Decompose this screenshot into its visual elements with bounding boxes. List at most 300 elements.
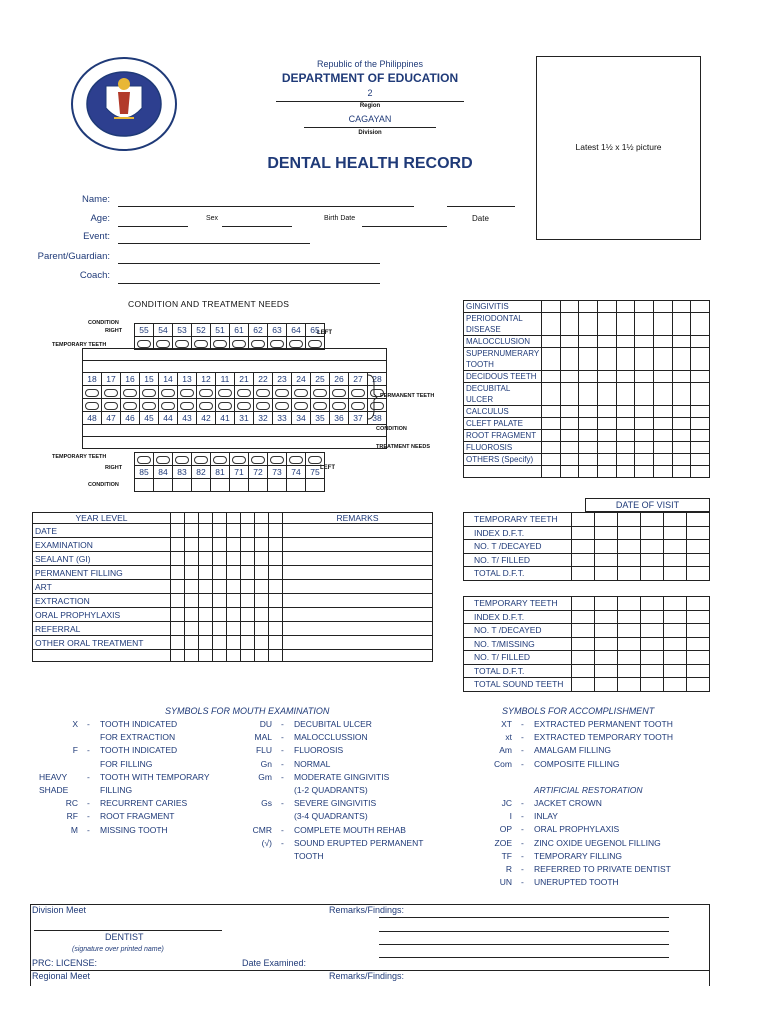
visit-cell[interactable] <box>687 540 710 554</box>
condition-cell[interactable] <box>616 383 635 406</box>
condition-cell[interactable] <box>672 430 691 442</box>
condition-cell[interactable] <box>654 301 673 313</box>
visit-cell[interactable] <box>572 624 595 638</box>
visit-cell[interactable] <box>641 540 664 554</box>
tooth-cell[interactable] <box>178 386 197 399</box>
tooth-cell[interactable] <box>349 399 368 412</box>
year-cell[interactable] <box>255 524 269 538</box>
year-cell[interactable] <box>213 650 227 662</box>
condition-cell[interactable] <box>654 313 673 336</box>
year-cell[interactable] <box>255 594 269 608</box>
tooth-cell[interactable] <box>159 386 178 399</box>
condition-cell[interactable] <box>211 479 230 492</box>
year-cell[interactable] <box>227 538 241 552</box>
condition-cell[interactable] <box>691 418 710 430</box>
tooth-cell[interactable] <box>230 453 249 466</box>
condition-cell[interactable] <box>192 479 211 492</box>
year-cell[interactable] <box>283 650 433 662</box>
year-cell[interactable] <box>283 622 433 636</box>
tooth-cell[interactable] <box>349 386 368 399</box>
condition-cell[interactable] <box>654 430 673 442</box>
condition-cell[interactable] <box>560 418 579 430</box>
visit-cell[interactable] <box>572 513 595 527</box>
year-cell[interactable] <box>227 594 241 608</box>
condition-cell[interactable] <box>560 406 579 418</box>
visit-cell[interactable] <box>618 553 641 567</box>
visit-cell[interactable] <box>664 597 687 611</box>
year-cell[interactable] <box>185 594 199 608</box>
condition-cell[interactable] <box>616 336 635 348</box>
condition-cell[interactable] <box>672 371 691 383</box>
condition-cell[interactable] <box>598 442 617 454</box>
tooth-cell[interactable] <box>178 399 197 412</box>
year-cell[interactable] <box>199 636 213 650</box>
condition-cell[interactable] <box>672 406 691 418</box>
visit-cell[interactable] <box>572 553 595 567</box>
condition-cell[interactable] <box>598 418 617 430</box>
condition-cell[interactable] <box>560 348 579 371</box>
year-cell[interactable] <box>213 538 227 552</box>
year-cell[interactable] <box>283 524 433 538</box>
tooth-cell[interactable] <box>83 399 102 412</box>
condition-cell[interactable] <box>154 479 173 492</box>
condition-cell[interactable] <box>635 301 654 313</box>
year-cell[interactable] <box>241 524 255 538</box>
visit-cell[interactable] <box>664 678 687 692</box>
year-cell[interactable] <box>283 538 433 552</box>
visit-cell[interactable] <box>618 567 641 581</box>
condition-cell[interactable] <box>542 336 561 348</box>
year-cell[interactable] <box>269 566 283 580</box>
year-cell[interactable] <box>185 566 199 580</box>
condition-cell[interactable] <box>654 466 673 478</box>
year-cell[interactable] <box>227 608 241 622</box>
tooth-cell[interactable] <box>273 399 292 412</box>
condition-cell[interactable] <box>654 454 673 466</box>
tooth-cell[interactable] <box>216 399 235 412</box>
condition-cell[interactable] <box>579 313 598 336</box>
year-cell[interactable] <box>171 608 185 622</box>
condition-cell[interactable] <box>598 313 617 336</box>
visit-cell[interactable] <box>641 651 664 665</box>
visit-cell[interactable] <box>595 526 618 540</box>
tooth-cell[interactable] <box>311 399 330 412</box>
year-cell[interactable] <box>255 608 269 622</box>
year-cell[interactable] <box>185 650 199 662</box>
visit-cell[interactable] <box>664 637 687 651</box>
visit-cell[interactable] <box>595 651 618 665</box>
condition-cell[interactable] <box>598 301 617 313</box>
condition-cell[interactable] <box>560 313 579 336</box>
visit-cell[interactable] <box>572 540 595 554</box>
tooth-cell[interactable] <box>121 399 140 412</box>
condition-cell[interactable] <box>560 371 579 383</box>
year-cell[interactable] <box>241 608 255 622</box>
visit-cell[interactable] <box>687 567 710 581</box>
remarks-line-1[interactable] <box>379 917 669 918</box>
year-cell[interactable] <box>227 622 241 636</box>
year-cell[interactable] <box>283 608 433 622</box>
year-cell[interactable] <box>241 566 255 580</box>
year-cell[interactable] <box>241 552 255 566</box>
year-cell[interactable] <box>213 566 227 580</box>
condition-cell[interactable] <box>579 406 598 418</box>
condition-cell[interactable] <box>579 442 598 454</box>
year-cell[interactable] <box>213 622 227 636</box>
year-cell[interactable] <box>171 538 185 552</box>
visit-cell[interactable] <box>572 567 595 581</box>
year-cell[interactable] <box>213 594 227 608</box>
visit-cell[interactable] <box>618 678 641 692</box>
year-cell[interactable] <box>255 650 269 662</box>
condition-cell[interactable] <box>598 383 617 406</box>
year-cell[interactable] <box>269 538 283 552</box>
remarks-line-2[interactable] <box>379 931 669 932</box>
condition-cell[interactable] <box>598 454 617 466</box>
condition-cell[interactable] <box>616 371 635 383</box>
condition-cell[interactable] <box>560 454 579 466</box>
condition-cell[interactable] <box>635 442 654 454</box>
condition-cell[interactable] <box>654 371 673 383</box>
condition-cell[interactable] <box>691 442 710 454</box>
visit-cell[interactable] <box>687 513 710 527</box>
condition-cell[interactable] <box>249 479 268 492</box>
dentist-signature-line[interactable] <box>34 930 222 931</box>
condition-cell[interactable] <box>635 466 654 478</box>
condition-cell[interactable] <box>672 313 691 336</box>
year-cell[interactable] <box>227 636 241 650</box>
year-cell[interactable] <box>241 594 255 608</box>
remarks-line-4[interactable] <box>379 957 669 958</box>
condition-cell[interactable] <box>542 442 561 454</box>
condition-cell[interactable] <box>691 406 710 418</box>
year-cell[interactable] <box>185 636 199 650</box>
condition-cell[interactable] <box>672 466 691 478</box>
year-cell[interactable] <box>227 552 241 566</box>
condition-cell[interactable] <box>616 454 635 466</box>
year-cell[interactable] <box>241 636 255 650</box>
visit-cell[interactable] <box>687 553 710 567</box>
visit-cell[interactable] <box>595 597 618 611</box>
visit-cell[interactable] <box>641 567 664 581</box>
year-cell[interactable] <box>185 622 199 636</box>
visit-cell[interactable] <box>641 637 664 651</box>
year-cell[interactable] <box>199 513 213 524</box>
condition-cell[interactable] <box>598 430 617 442</box>
year-cell[interactable] <box>171 580 185 594</box>
year-cell[interactable] <box>269 580 283 594</box>
year-cell[interactable] <box>227 650 241 662</box>
year-cell[interactable] <box>171 566 185 580</box>
year-cell[interactable] <box>269 513 283 524</box>
year-cell[interactable] <box>269 552 283 566</box>
condition-cell[interactable] <box>598 336 617 348</box>
visit-cell[interactable] <box>687 678 710 692</box>
year-cell[interactable] <box>269 608 283 622</box>
year-cell[interactable] <box>185 580 199 594</box>
condition-cell[interactable] <box>268 479 287 492</box>
condition-cell[interactable] <box>635 418 654 430</box>
visit-cell[interactable] <box>641 513 664 527</box>
tooth-cell[interactable] <box>292 399 311 412</box>
visit-cell[interactable] <box>664 526 687 540</box>
tooth-cell[interactable] <box>211 453 230 466</box>
condition-cell[interactable] <box>635 454 654 466</box>
condition-cell[interactable] <box>464 466 542 478</box>
visit-cell[interactable] <box>572 678 595 692</box>
tooth-cell[interactable] <box>192 453 211 466</box>
visit-cell[interactable] <box>687 624 710 638</box>
visit-cell[interactable] <box>572 526 595 540</box>
year-cell[interactable] <box>255 636 269 650</box>
condition-cell[interactable] <box>654 418 673 430</box>
year-cell[interactable] <box>33 650 171 662</box>
condition-cell[interactable] <box>560 301 579 313</box>
condition-cell[interactable] <box>616 301 635 313</box>
year-cell[interactable] <box>199 566 213 580</box>
condition-cell[interactable] <box>579 371 598 383</box>
tooth-cell[interactable] <box>235 399 254 412</box>
year-cell[interactable] <box>255 622 269 636</box>
year-cell[interactable] <box>171 594 185 608</box>
visit-cell[interactable] <box>664 513 687 527</box>
year-cell[interactable] <box>171 636 185 650</box>
tooth-cell[interactable] <box>197 386 216 399</box>
visit-cell[interactable] <box>595 678 618 692</box>
visit-cell[interactable] <box>664 651 687 665</box>
year-cell[interactable] <box>255 552 269 566</box>
condition-cell[interactable] <box>691 371 710 383</box>
visit-cell[interactable] <box>595 664 618 678</box>
tooth-cell[interactable] <box>102 386 121 399</box>
visit-cell[interactable] <box>595 610 618 624</box>
condition-cell[interactable] <box>135 479 154 492</box>
visit-cell[interactable] <box>618 540 641 554</box>
visit-cell[interactable] <box>572 597 595 611</box>
parent-field[interactable] <box>118 263 380 264</box>
year-cell[interactable] <box>199 594 213 608</box>
visit-cell[interactable] <box>664 567 687 581</box>
year-cell[interactable] <box>185 513 199 524</box>
year-cell[interactable] <box>185 538 199 552</box>
visit-cell[interactable] <box>641 664 664 678</box>
condition-cell[interactable] <box>635 430 654 442</box>
condition-cell[interactable] <box>691 301 710 313</box>
year-cell[interactable] <box>199 538 213 552</box>
year-cell[interactable] <box>213 524 227 538</box>
visit-cell[interactable] <box>572 610 595 624</box>
condition-cell[interactable] <box>579 418 598 430</box>
condition-cell[interactable] <box>616 466 635 478</box>
condition-cell[interactable] <box>579 383 598 406</box>
visit-cell[interactable] <box>595 540 618 554</box>
year-cell[interactable] <box>283 552 433 566</box>
year-cell[interactable] <box>185 608 199 622</box>
condition-cell[interactable] <box>691 430 710 442</box>
tooth-cell[interactable] <box>197 399 216 412</box>
year-cell[interactable] <box>171 524 185 538</box>
tooth-cell[interactable] <box>121 386 140 399</box>
visit-cell[interactable] <box>664 540 687 554</box>
visit-cell[interactable] <box>664 610 687 624</box>
visit-cell[interactable] <box>618 610 641 624</box>
remarks-line-3[interactable] <box>379 944 669 945</box>
tooth-cell[interactable] <box>306 453 325 466</box>
condition-cell[interactable] <box>616 430 635 442</box>
condition-cell[interactable] <box>598 348 617 371</box>
visit-cell[interactable] <box>641 553 664 567</box>
condition-cell[interactable] <box>598 371 617 383</box>
condition-cell[interactable] <box>672 454 691 466</box>
condition-cell[interactable] <box>691 383 710 406</box>
visit-cell[interactable] <box>687 610 710 624</box>
tooth-cell[interactable] <box>140 399 159 412</box>
year-cell[interactable] <box>283 594 433 608</box>
visit-cell[interactable] <box>641 526 664 540</box>
condition-cell[interactable] <box>691 454 710 466</box>
visit-cell[interactable] <box>618 526 641 540</box>
visit-cell[interactable] <box>687 651 710 665</box>
year-cell[interactable] <box>255 580 269 594</box>
coach-field[interactable] <box>118 283 380 284</box>
visit-cell[interactable] <box>595 624 618 638</box>
year-cell[interactable] <box>255 513 269 524</box>
visit-cell[interactable] <box>641 624 664 638</box>
condition-cell[interactable] <box>542 406 561 418</box>
year-cell[interactable] <box>213 580 227 594</box>
condition-cell[interactable] <box>542 418 561 430</box>
visit-cell[interactable] <box>664 553 687 567</box>
condition-cell[interactable] <box>560 442 579 454</box>
visit-cell[interactable] <box>641 597 664 611</box>
condition-cell[interactable] <box>691 348 710 371</box>
year-cell[interactable] <box>269 524 283 538</box>
year-cell[interactable] <box>227 580 241 594</box>
year-cell[interactable] <box>269 622 283 636</box>
year-cell[interactable] <box>227 566 241 580</box>
condition-cell[interactable] <box>173 479 192 492</box>
visit-cell[interactable] <box>595 567 618 581</box>
visit-cell[interactable] <box>687 597 710 611</box>
tooth-cell[interactable] <box>140 386 159 399</box>
condition-cell[interactable] <box>542 454 561 466</box>
tooth-cell[interactable] <box>159 399 178 412</box>
year-cell[interactable] <box>171 513 185 524</box>
tooth-cell[interactable] <box>292 386 311 399</box>
year-cell[interactable] <box>213 552 227 566</box>
year-cell[interactable] <box>269 594 283 608</box>
condition-cell[interactable] <box>672 383 691 406</box>
tooth-cell[interactable] <box>311 386 330 399</box>
condition-cell[interactable] <box>635 383 654 406</box>
visit-cell[interactable] <box>572 651 595 665</box>
year-cell[interactable] <box>199 524 213 538</box>
condition-cell[interactable] <box>654 336 673 348</box>
visit-cell[interactable] <box>664 624 687 638</box>
condition-cell[interactable] <box>654 406 673 418</box>
condition-cell[interactable] <box>542 430 561 442</box>
condition-cell[interactable] <box>672 348 691 371</box>
year-cell[interactable] <box>283 566 433 580</box>
condition-cell[interactable] <box>598 406 617 418</box>
condition-cell[interactable] <box>616 418 635 430</box>
condition-cell[interactable] <box>616 406 635 418</box>
tooth-cell[interactable] <box>268 453 287 466</box>
tooth-cell[interactable] <box>102 399 121 412</box>
year-cell[interactable] <box>269 650 283 662</box>
condition-cell[interactable] <box>654 442 673 454</box>
tooth-cell[interactable] <box>287 453 306 466</box>
tooth-cell[interactable] <box>83 386 102 399</box>
condition-cell[interactable] <box>579 301 598 313</box>
visit-cell[interactable] <box>595 553 618 567</box>
condition-cell[interactable] <box>542 466 561 478</box>
condition-cell[interactable] <box>287 479 306 492</box>
visit-cell[interactable] <box>664 664 687 678</box>
condition-cell[interactable] <box>691 466 710 478</box>
condition-cell[interactable] <box>560 336 579 348</box>
condition-cell[interactable] <box>306 479 325 492</box>
condition-cell[interactable] <box>560 466 579 478</box>
condition-cell[interactable] <box>616 348 635 371</box>
condition-cell[interactable] <box>635 406 654 418</box>
year-cell[interactable] <box>171 650 185 662</box>
visit-cell[interactable] <box>687 637 710 651</box>
condition-cell[interactable] <box>635 371 654 383</box>
condition-cell[interactable] <box>672 418 691 430</box>
year-cell[interactable] <box>241 580 255 594</box>
visit-cell[interactable] <box>572 664 595 678</box>
visit-cell[interactable] <box>595 637 618 651</box>
year-cell[interactable] <box>171 552 185 566</box>
visit-cell[interactable] <box>687 526 710 540</box>
visit-cell[interactable] <box>618 597 641 611</box>
photo-box[interactable] <box>536 56 701 240</box>
visit-cell[interactable] <box>618 651 641 665</box>
name-field[interactable] <box>118 206 414 207</box>
condition-cell[interactable] <box>598 466 617 478</box>
year-cell[interactable] <box>283 580 433 594</box>
year-cell[interactable] <box>185 552 199 566</box>
visit-cell[interactable] <box>595 513 618 527</box>
year-cell[interactable] <box>199 580 213 594</box>
tooth-cell[interactable] <box>154 453 173 466</box>
year-cell[interactable] <box>199 608 213 622</box>
tooth-cell[interactable] <box>235 386 254 399</box>
condition-cell[interactable] <box>691 336 710 348</box>
condition-cell[interactable] <box>230 479 249 492</box>
year-cell[interactable] <box>255 538 269 552</box>
condition-cell[interactable] <box>672 442 691 454</box>
year-cell[interactable] <box>199 622 213 636</box>
condition-cell[interactable] <box>635 336 654 348</box>
visit-cell[interactable] <box>641 610 664 624</box>
visit-cell[interactable] <box>687 664 710 678</box>
visit-cell[interactable] <box>618 513 641 527</box>
condition-cell[interactable] <box>542 313 561 336</box>
condition-cell[interactable] <box>542 301 561 313</box>
condition-cell[interactable] <box>672 301 691 313</box>
sex-field[interactable] <box>222 226 292 227</box>
condition-cell[interactable] <box>560 430 579 442</box>
year-cell[interactable] <box>241 650 255 662</box>
visit-cell[interactable] <box>618 664 641 678</box>
year-cell[interactable] <box>199 552 213 566</box>
condition-cell[interactable] <box>579 336 598 348</box>
year-cell[interactable] <box>227 513 241 524</box>
condition-cell[interactable] <box>542 383 561 406</box>
condition-cell[interactable] <box>654 348 673 371</box>
